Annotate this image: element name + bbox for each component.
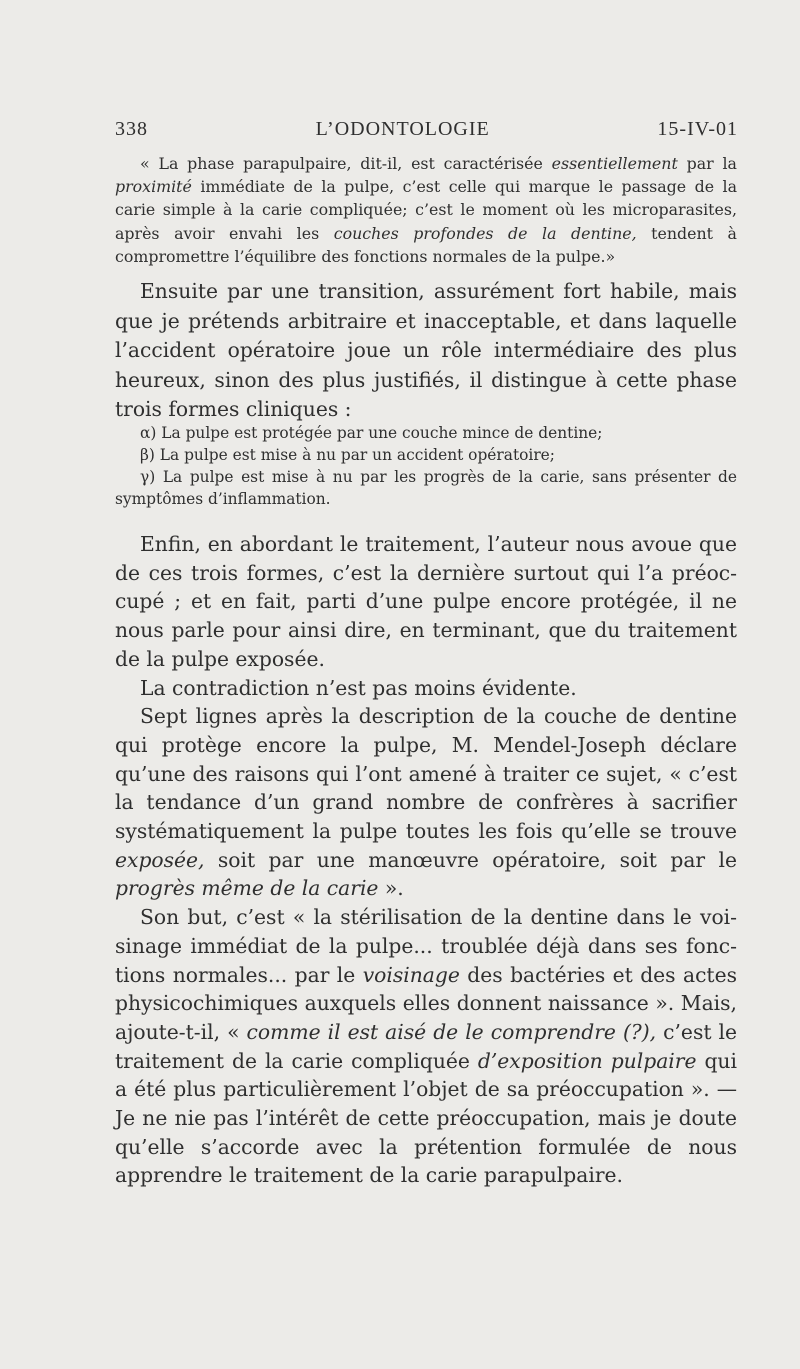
italic-span: couches profondes de la dentine,	[333, 223, 637, 243]
text-span: par la	[677, 154, 737, 173]
form-beta: β) La pulpe est mise à nu par un accident opératoire;	[140, 445, 555, 464]
journal-title: L’ODONTOLOGIE	[315, 118, 490, 140]
italic-span: voisinage	[362, 962, 460, 987]
italic-span: proximité	[115, 177, 192, 197]
text-span: des bactéries et des actes physicochimiques auxquels elles donnent naissance ». Mais, ajoute-t-il, «	[115, 962, 737, 1044]
paragraph-ensuite: Ensuite par une transition, assurément fort habile, mais que je prétends arbitraire et inacceptable, et dans laquelle l’accident opératoire joue un rôle intermédiaire des plus heureux, sinon des plus justifiés, il distingue à cette phase trois formes cliniques :	[115, 279, 737, 422]
text-span: « La phase parapulpaire, dit-il, est caractérisée	[140, 154, 552, 173]
body-block-1	[115, 277, 737, 425]
italic-span: essentiellement	[551, 154, 678, 173]
text-span: ».	[378, 876, 404, 901]
body-block-2	[115, 530, 737, 1190]
form-gamma: γ) La pulpe est mise à nu par les progrès de la carie, sans présenter de symptômes d’inflammation.	[115, 467, 737, 508]
text-span: qui a été plus particulièrement l’objet de sa préoccupation ». — Je ne nie pas l’intérêt de cette préoccupation, mais je doute qu’elle s’accorde avec la prétention formulée de nous apprendre le traitement de la carie parapulpaire.	[115, 1048, 737, 1188]
text-span: Son but, c’est « la stérilisation de la dentine dans le voisinage immédiat de la pulpe... troublée déjà dans ses fonctions normales... par le	[115, 905, 737, 987]
issue-date: 15-IV-01	[657, 118, 738, 140]
paragraph-sept	[115, 702, 737, 903]
paragraph-son-but	[115, 903, 737, 1190]
form-alpha: α) La pulpe est protégée par une couche mince de dentine;	[140, 424, 603, 442]
running-header	[115, 118, 738, 141]
text-span: c’est le traitement de la carie compliquée	[115, 1019, 738, 1073]
paragraph-contradiction: La contradiction n’est pas moins évidente.	[140, 675, 577, 700]
text-span: soit par une manœuvre opératoire, soit par le	[204, 847, 737, 872]
quote-block	[115, 152, 737, 268]
clinical-forms-list	[115, 423, 737, 511]
italic-span: d’exposition pulpaire	[477, 1048, 697, 1073]
paragraph-enfin: Enfin, en abordant le traitement, l’auteur nous avoue que de ces trois formes, c’est la dernière surtout qui l’a préoccupé ; et en fait, parti d’une pulpe encore protégée, il ne nous parle pour ainsi dire, en terminant, que du traitement de la pulpe exposée.	[115, 532, 737, 671]
italic-span: progrès même de la carie	[115, 876, 379, 901]
italic-span: exposée,	[115, 847, 205, 872]
page-number: 338	[115, 118, 148, 140]
text-span: immédiate de la pulpe, c’est celle qui marque le passage de la carie simple à la carie compliquée; c’est le moment où les microparasites, après avoir envahi les	[115, 177, 737, 243]
italic-span: comme il est aisé de le comprendre (?),	[246, 1019, 657, 1044]
text-span: Sept lignes après la description de la couche de dentine qui protège encore la pulpe, M. Mendel-Joseph déclare qu’une des raisons qui l’ont amené à traiter ce sujet, « c’est la tendance d’un grand nombre de confrères à sacrifier systématiquement la pulpe toutes les fois qu’elle se trouve	[115, 704, 737, 844]
quote-paragraph	[115, 152, 737, 268]
text-span: tendent à compromettre l’équilibre des fonctions normales de la pulpe.»	[115, 223, 737, 266]
